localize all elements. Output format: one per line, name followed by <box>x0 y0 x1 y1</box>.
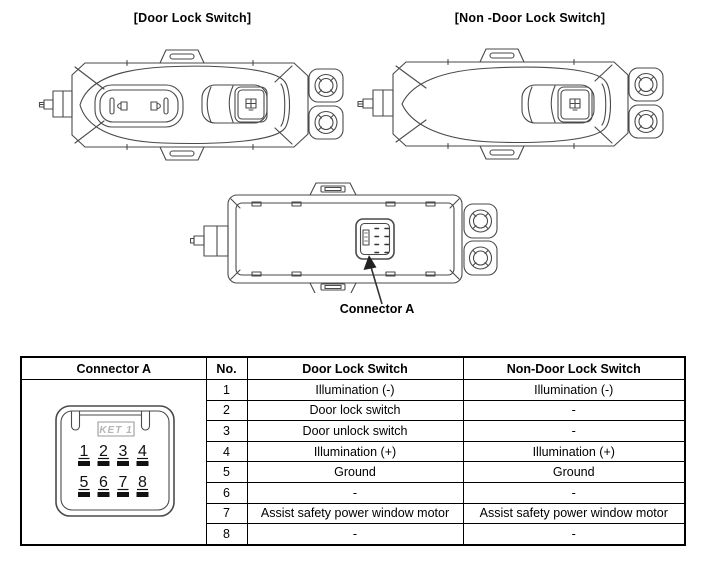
connector-pin-table <box>20 356 686 546</box>
pin-number: 8 <box>137 473 147 491</box>
switch-bezel <box>80 66 290 143</box>
pin-number: 5 <box>79 473 89 491</box>
ring-terminal-top <box>464 204 497 238</box>
pin-no: 1 <box>206 380 247 401</box>
pin-number: 4 <box>137 442 147 460</box>
non-door-lock-switch-title: [Non -Door Lock Switch] <box>454 11 606 25</box>
pin-no: 4 <box>206 441 247 462</box>
window-icon <box>570 99 580 110</box>
pin-no: 5 <box>206 462 247 483</box>
table-row <box>21 380 685 401</box>
pin-number: 2 <box>98 442 108 460</box>
door-lock-switch-title: [Door Lock Switch] <box>133 11 252 25</box>
pin-number: 7 <box>118 473 128 491</box>
non-door-lock-function: Ground <box>463 462 685 483</box>
pin-numbers-row-1 <box>78 443 149 466</box>
latch-slot-left <box>71 411 79 430</box>
door-lock-function: Door lock switch <box>247 400 463 421</box>
door-lock-function: Illumination (-) <box>247 380 463 401</box>
switch-housing <box>228 195 462 283</box>
window-icon <box>246 99 256 110</box>
ring-terminal-bottom <box>629 105 663 138</box>
door-lock-function: Assist safety power window motor <box>247 503 463 524</box>
connector-a-pinout-diagram <box>44 400 184 524</box>
lock-icon <box>118 102 127 110</box>
non-door-lock-switch-diagram <box>352 42 664 168</box>
door-lock-function: Ground <box>247 462 463 483</box>
connector-stub <box>191 226 229 256</box>
pin-number: 3 <box>118 442 128 460</box>
mount-tab-top <box>310 183 356 195</box>
pin-number: 1 <box>79 442 89 460</box>
door-lock-function: - <box>247 524 463 545</box>
ring-terminal-bottom <box>464 241 497 275</box>
connector-a-arrow <box>352 254 396 306</box>
door-lock-function: Door unlock switch <box>247 421 463 442</box>
pin-no: 6 <box>206 482 247 503</box>
header-door-lock-switch: Door Lock Switch <box>247 357 463 380</box>
non-door-lock-function: Assist safety power window motor <box>463 503 685 524</box>
pin-numbers-row-2 <box>78 474 149 497</box>
latch-slot-right <box>141 411 149 430</box>
ring-terminal-top <box>309 69 343 102</box>
ring-terminal-top <box>629 68 663 101</box>
connector-stub <box>358 90 393 116</box>
switch-rear-view-diagram <box>190 181 512 293</box>
header-connector-a: Connector A <box>21 357 206 380</box>
non-door-lock-function: - <box>463 524 685 545</box>
connector-a-pinout-cell <box>21 380 206 545</box>
pin-no: 7 <box>206 503 247 524</box>
connector-stub <box>40 91 73 117</box>
non-door-lock-function: - <box>463 400 685 421</box>
connector-a-socket <box>356 219 394 259</box>
header-no: No. <box>206 357 247 380</box>
non-door-lock-function: Illumination (-) <box>463 380 685 401</box>
table-header-row <box>21 357 685 380</box>
door-lock-function: Illumination (+) <box>247 441 463 462</box>
ring-terminal-bottom <box>309 106 343 139</box>
switch-housing <box>393 62 628 146</box>
non-door-lock-function: - <box>463 421 685 442</box>
switch-housing <box>72 63 308 147</box>
door-lock-function: - <box>247 482 463 503</box>
pin-no: 2 <box>206 400 247 421</box>
header-non-door-lock-switch: Non-Door Lock Switch <box>463 357 685 380</box>
switch-bezel <box>402 67 611 142</box>
pin-number: 6 <box>98 473 108 491</box>
mount-tab-top <box>160 50 204 63</box>
unlock-icon <box>151 102 160 110</box>
non-door-lock-function: Illumination (+) <box>463 441 685 462</box>
mount-tab-top <box>480 49 524 62</box>
pin-no: 8 <box>206 524 247 545</box>
door-lock-switch-diagram <box>38 42 348 168</box>
connector-brand-label: KET 1 <box>99 424 133 436</box>
non-door-lock-function: - <box>463 482 685 503</box>
pin-no: 3 <box>206 421 247 442</box>
mount-tab-bottom <box>480 146 524 159</box>
connector-a-callout-label: Connector A <box>339 302 415 316</box>
mount-tab-bottom <box>160 147 204 160</box>
